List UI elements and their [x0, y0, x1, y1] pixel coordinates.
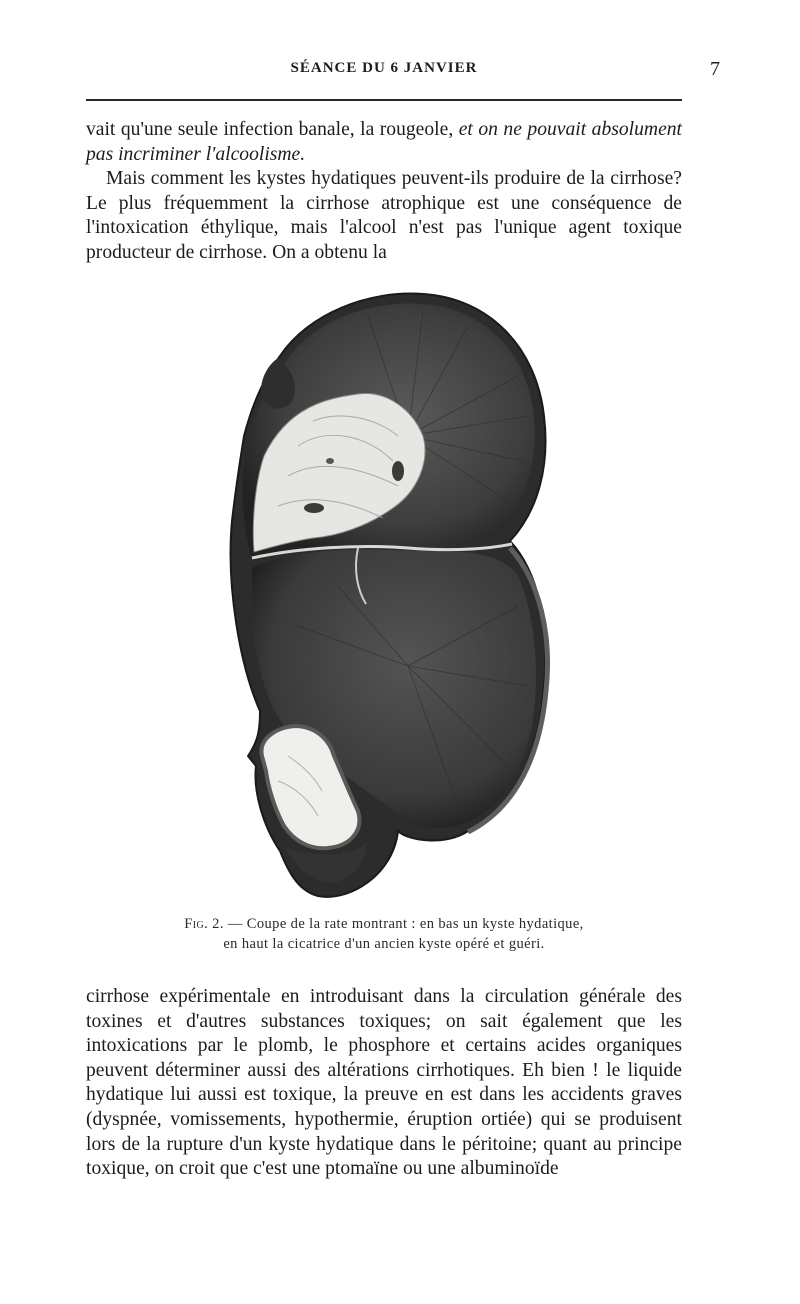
running-title: SÉANCE DU 6 JANVIER — [290, 60, 478, 76]
figure-illustration — [218, 286, 558, 902]
paragraph-continuation: cirrhose expérimentale en introduisant dans la circulation générale des toxines et d'autres substances toxiques; on sait également que les intoxications par le plomb, le phosphore et certains acides organiques peuvent déterminer aussi des altérations cirrhotiques. Eh bien ! le liquide hydatique lui aussi est toxique, la preuve en est dans les accidents graves (dyspnée, vomissements, hypothermie, éruption ortiée) qui se produisent lors de la rupture d'un kyste hydatique dans le péritoine; quant au principe toxique, on croit que c'est une ptomaïne ou une albuminoïde — [86, 986, 682, 1180]
caption-line-1 — [86, 914, 682, 934]
figure-label: Fig. 2. — [184, 916, 224, 932]
paragraph-text: vait qu'une seule infection banale, la rougeole, — [86, 119, 459, 140]
bottom-text-block — [86, 985, 682, 1182]
caption-line-2: en haut la cicatrice d'un ancien kyste opéré et guéri. — [223, 936, 545, 952]
italic-emphasis: et on ne pouvait absolument pas incriminer l'alcoolisme. — [86, 119, 683, 165]
figure-caption — [86, 914, 682, 954]
page-number: 7 — [710, 58, 720, 80]
paragraph-continuation — [86, 118, 682, 167]
spleen-section-drawing — [218, 286, 558, 902]
paragraph: Mais comment les kystes hydatiques peuvent-ils produire de la cirrhose? Le plus fréquemment la cirrhose atrophique est une conséquence de l'intoxication éthylique, mais l'alcool n'est pas l'unique agent toxique producteur de cirrhose. On a obtenu la — [86, 168, 682, 263]
caption-text: — Coupe de la rate montrant : en bas un kyste hydatique, — [223, 916, 584, 932]
top-text-block — [86, 118, 682, 266]
header-rule — [86, 99, 682, 101]
running-head — [86, 58, 720, 86]
